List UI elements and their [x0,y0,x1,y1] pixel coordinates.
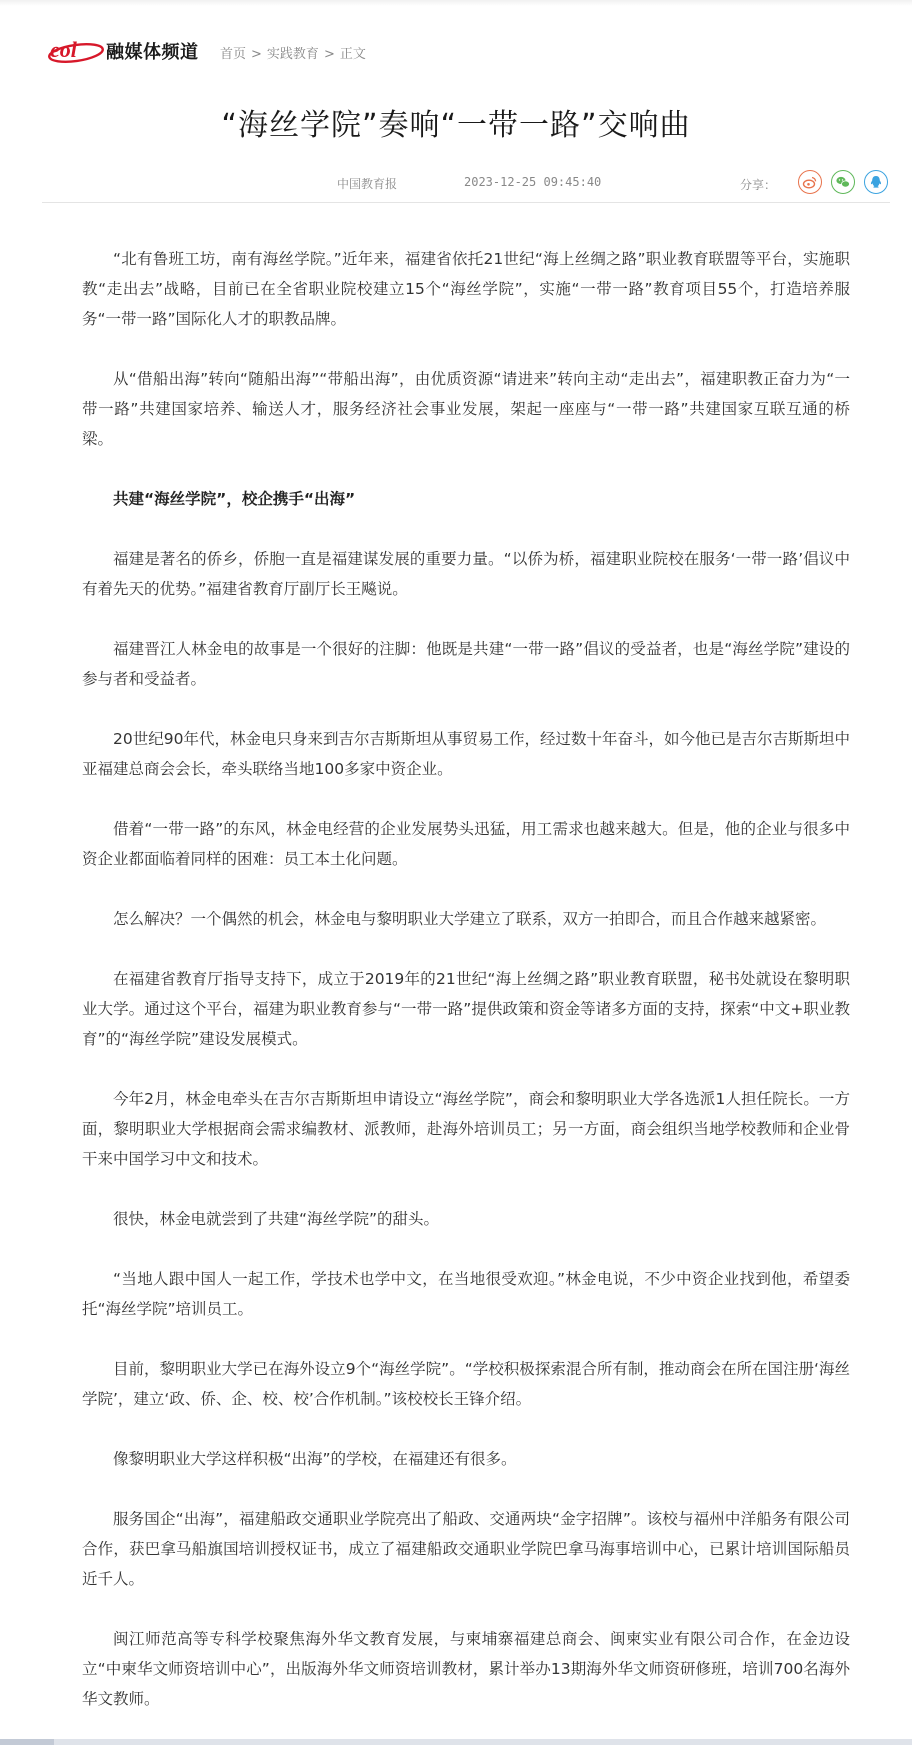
article-paragraph: 借着“一带一路”的东风，林金电经营的企业发展势头迅猛，用工需求也越来越大。但是，他的企业与很多中资企业都面临着同样的困难：员工本土化问题。 [82,820,850,868]
share-wechat-button[interactable] [831,170,855,194]
article-paragraph: 像黎明职业大学这样积极“出海”的学校，在福建还有很多。 [113,1450,517,1468]
share-qq-button[interactable] [864,170,888,194]
article-meta [42,166,890,203]
article-paragraph: 从“借船出海”转向“随船出海”“带船出海”，由优质资源“请进来”转向主动“走出去”，福建职教正奋力为“一带一路”共建国家培养、输送人才，服务经济社会事业发展，架起一座座与“一带一路”共建国家互联互通的桥梁。 [82,370,850,448]
share-label: 分享： [740,178,777,192]
share-weibo-button[interactable] [798,170,822,194]
article-paragraph: 今年2月，林金电牵头在吉尔吉斯斯坦申请设立“海丝学院”，商会和黎明职业大学各选派1人担任院长。一方面，黎明职业大学根据商会需求编教材、派教师，赴海外培训员工；另一方面，商会组织当地学校教师和企业骨干来中国学习中文和技术。 [82,1090,850,1168]
article-paragraph: 怎么解决？一个偶然的机会，林金电与黎明职业大学建立了联系，双方一拍即合，而且合作越来越紧密。 [113,910,827,928]
article-paragraph: 闽江师范高等专科学校聚焦海外华文教育发展，与柬埔寨福建总商会、闽柬实业有限公司合作，在金边设立“中柬华文师资培训中心”，出版海外华文师资培训教材，累计举办13期海外华文师资研修班，培训700名海外华文教师。 [82,1630,850,1708]
article-paragraph: “当地人跟中国人一起工作，学技术也学中文，在当地很受欢迎。”林金电说，不少中资企业找到他，希望委托“海丝学院”培训员工。 [82,1270,850,1318]
breadcrumb-separator: > [323,47,335,62]
site-logo[interactable] [46,36,206,66]
top-border [0,0,912,6]
article-title: “海丝学院”奏响“一带一路”交响曲 [221,108,691,143]
article-paragraph: 福建晋江人林金电的故事是一个很好的注脚：他既是共建“一带一路”倡议的受益者，也是“海丝学院”建设的参与者和受益者。 [82,640,850,688]
article-source: 中国教育报 [337,177,398,191]
eol-logo-icon [46,36,104,66]
breadcrumb-separator: > [251,47,262,62]
article-paragraph: 在福建省教育厅指导支持下，成立于2019年的21世纪“海上丝绸之路”职业教育联盟，秘书处就设在黎明职业大学。通过这个平台，福建为职业教育参与“一带一路”提供政策和资金等诸多方面的支持，探索“中文+职业教育”的“海丝学院”建设发展模式。 [82,970,850,1048]
breadcrumb-category[interactable]: 实践教育 [266,47,319,62]
site-header [46,36,866,66]
breadcrumb-home[interactable]: 首页 [220,47,247,62]
svg-text:eol: eol [50,37,77,62]
scrollbar-thumb[interactable] [0,1739,54,1745]
article-paragraph: 服务国企“出海”，福建船政交通职业学院亮出了船政、交通两块“金字招牌”。该校与福州中洋船务有限公司合作，获巴拿马船旗国培训授权证书，成立了福建船政交通职业学院巴拿马海事培训中心，已累计培训国际船员近千人。 [82,1510,850,1588]
article-paragraph: 福建是著名的侨乡，侨胞一直是福建谋发展的重要力量。“以侨为桥，福建职业院校在服务‘一带一路’倡议中有着先天的优势。”福建省教育厅副厅长王飚说。 [82,550,850,598]
article-paragraph: 目前，黎明职业大学已在海外设立9个“海丝学院”。“学校积极探索混合所有制，推动商会在所在国注册‘海丝学院’，建立‘政、侨、企、校、校’合作机制。”该校校长王锋介绍。 [82,1360,850,1408]
article-body [82,244,850,1744]
article-paragraph: “北有鲁班工坊，南有海丝学院。”近年来，福建省依托21世纪“海上丝绸之路”职业教育联盟等平台，实施职教“走出去”战略，目前已在全省职业院校建立15个“海丝学院”，实施“一带一路”教育项目55个，打造培养服务“一带一路”国际化人才的职教品牌。 [82,250,850,328]
section-heading: 共建“海丝学院”，校企携手“出海” [113,490,356,508]
weibo-icon [802,174,818,190]
article-paragraph: 很快，林金电就尝到了共建“海丝学院”的甜头。 [113,1210,440,1228]
wechat-icon [835,174,851,190]
breadcrumb-current: 正文 [339,47,366,62]
channel-name: 融媒体频道 [106,42,199,63]
article-paragraph: 20世纪90年代，林金电只身来到吉尔吉斯斯坦从事贸易工作，经过数十年奋斗，如今他已是吉尔吉斯斯坦中亚福建总商会会长，牵头联络当地100多家中资企业。 [82,730,850,778]
horizontal-scrollbar[interactable] [0,1739,912,1745]
article-time: 2023-12-25 09:45:40 [464,175,602,189]
breadcrumb [220,43,366,62]
qq-icon [868,174,884,190]
